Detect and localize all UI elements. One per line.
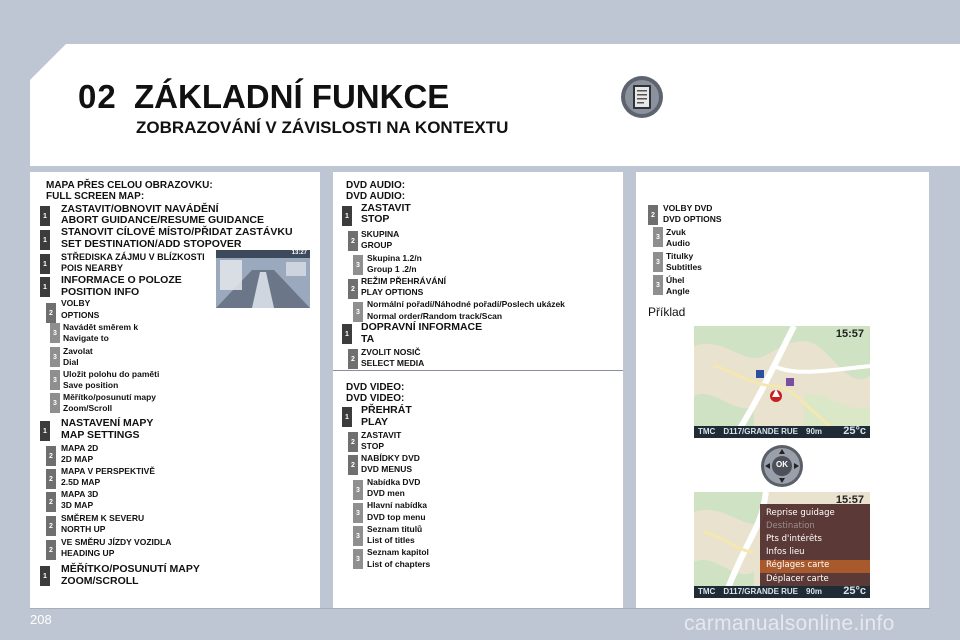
level-badge: 3 [50, 370, 60, 390]
screen2-temperature: 25°c [843, 585, 866, 597]
menu-item-cz: Skupina 1.2/n [367, 253, 422, 263]
menu-item-cz: Hlavní nabídka [367, 500, 427, 510]
menu-option[interactable]: Reprise guidage [766, 508, 835, 518]
screen1-time: 15:57 [835, 328, 864, 340]
audio-heading-en: DVD AUDIO: [346, 191, 406, 202]
chapter-subtitle: ZOBRAZOVÁNÍ V ZÁVISLOSTI NA KONTEXTU [136, 118, 509, 137]
level-badge: 2 [348, 349, 358, 369]
menu-item-en: List of chapters [367, 559, 431, 569]
level-badge: 3 [353, 503, 363, 523]
menu-item-cz: DOPRAVNÍ INFORMACE [361, 321, 483, 333]
menu-item-en: POSITION INFO [61, 286, 140, 298]
level-badge: 3 [353, 255, 363, 275]
menu-option-selected[interactable]: Réglages carte [760, 560, 870, 573]
menu-item-cz: PŘEHRÁT [361, 404, 412, 416]
menu-option[interactable]: Pts d'intérêts [766, 534, 822, 544]
menu-item-en: STOP [361, 213, 390, 225]
menu-item-en: 2D MAP [61, 454, 94, 464]
menu-item-cz: VE SMĚRU JÍZDY VOZIDLA [61, 537, 172, 547]
level-badge: 2 [648, 205, 658, 225]
menu-item-cz: NABÍDKY DVD [361, 453, 420, 463]
chapter-number: 02 [78, 78, 117, 115]
page-number: 208 [30, 612, 52, 627]
level-badge: 3 [353, 549, 363, 569]
level-badge: 2 [46, 469, 56, 489]
menu-item-en: DVD men [367, 488, 405, 498]
screen1-tmc: TMC [698, 427, 716, 436]
level-badge: 2 [348, 231, 358, 251]
menu-item-cz: SMĚREM K SEVERU [61, 513, 145, 523]
level-badge: 2 [46, 446, 56, 466]
screen2-street: D117/GRANDE RUE [723, 587, 799, 596]
menu-item-cz: NASTAVENÍ MAPY [61, 417, 154, 429]
level-badge: 2 [348, 455, 358, 475]
menu-item-en: ABORT GUIDANCE/RESUME GUIDANCE [61, 214, 265, 226]
level-badge: 1 [342, 206, 352, 226]
menu-item-en: NORTH UP [61, 524, 106, 534]
level-badge: 1 [342, 324, 352, 344]
menu-item-en: Save position [63, 380, 119, 390]
menu-item-cz: INFORMACE O POLOZE [61, 274, 182, 286]
menu-item-en: ZOOM/SCROLL [61, 575, 139, 587]
screen2-distance: 90m [806, 587, 823, 596]
menu-item-en: Navigate to [63, 333, 109, 343]
level-badge: 2 [46, 516, 56, 536]
screen1-street: D117/GRANDE RUE [723, 427, 799, 436]
level-badge: 2 [46, 492, 56, 512]
level-badge: 3 [353, 526, 363, 546]
level-badge: 3 [653, 275, 663, 295]
col1-heading-en: FULL SCREEN MAP: [46, 191, 145, 202]
level-badge: 3 [653, 252, 663, 272]
menu-item-cz: STŘEDISKA ZÁJMU V BLÍZKOSTI [61, 252, 205, 262]
menu-item-en: GROUP [361, 240, 393, 250]
level-badge: 3 [653, 227, 663, 247]
menu-item-en: Audio [666, 238, 691, 248]
menu-item-en: OPTIONS [61, 310, 100, 320]
level-badge: 3 [353, 480, 363, 500]
chapter-title: ZÁKLADNÍ FUNKCE [134, 78, 450, 115]
menu-item-cz: Uložit polohu do paměti [63, 369, 160, 379]
example-label: Příklad [648, 305, 686, 319]
menu-item-cz: ZASTAVIT/OBNOVIT NAVÁDĚNÍ [61, 203, 219, 215]
manual-book-icon [620, 75, 664, 119]
menu-item-cz: SKUPINA [361, 229, 400, 239]
level-badge: 2 [46, 303, 56, 323]
menu-item-en: Zoom/Scroll [63, 403, 113, 413]
menu-item-cz: MĚŘÍTKO/POSUNUTÍ MAPY [61, 563, 200, 575]
menu-item-en: Dial [63, 357, 79, 367]
menu-item-en: DVD top menu [367, 512, 426, 522]
menu-item-cz: REŽIM PŘEHRÁVÁNÍ [361, 276, 447, 286]
menu-item-cz: Titulky [666, 251, 694, 261]
menu-item-cz: ZASTAVIT [361, 430, 402, 440]
level-badge: 1 [40, 421, 50, 441]
level-badge: 1 [40, 230, 50, 250]
level-badge: 3 [50, 393, 60, 413]
screen2-time: 15:57 [835, 494, 864, 506]
menu-item-en: List of titles [367, 535, 415, 545]
menu-item-cz: MAPA 2D [61, 443, 99, 453]
menu-item-en: DVD OPTIONS [663, 214, 722, 224]
level-badge: 2 [348, 432, 358, 452]
level-badge: 2 [348, 279, 358, 299]
level-badge: 1 [342, 407, 352, 427]
menu-item-cz: STANOVIT CÍLOVÉ MÍSTO/PŘIDAT ZASTÁVKU [61, 226, 293, 238]
footer-line [30, 608, 930, 609]
menu-item-cz: VOLBY DVD [663, 203, 713, 213]
menu-item-cz: Zavolat [63, 346, 93, 356]
map-menu-screenshot [694, 492, 870, 598]
level-badge: 3 [50, 323, 60, 343]
menu-item-en: Angle [666, 286, 690, 296]
menu-item-en: SET DESTINATION/ADD STOPOVER [61, 238, 242, 250]
map-screenshot [694, 326, 870, 438]
level-badge: 1 [40, 277, 50, 297]
menu-item-en: HEADING UP [61, 548, 115, 558]
menu-item-cz: Zvuk [666, 227, 686, 237]
watermark: carmanualsonline.info [684, 612, 895, 635]
level-badge: 1 [40, 206, 50, 226]
menu-item-en: DVD MENUS [361, 464, 413, 474]
screen2-tmc: TMC [698, 587, 716, 596]
menu-item-cz: MAPA 3D [61, 489, 99, 499]
menu-item-en: SELECT MEDIA [361, 358, 425, 368]
menu-item-cz: VOLBY [61, 298, 91, 308]
col1-heading-cz: MAPA PŘES CELOU OBRAZOVKU: [46, 180, 213, 191]
menu-item-cz: Normální pořadí/Náhodné pořadí/Poslech ukázek [367, 299, 565, 309]
thumbnail-time: 13:27 [291, 250, 307, 256]
menu-item-en: STOP [361, 441, 384, 451]
video-heading-en: DVD VIDEO: [346, 393, 405, 404]
audio-heading-cz: DVD AUDIO: [346, 180, 406, 191]
menu-item-cz: Navádět směrem k [63, 322, 139, 332]
level-badge: 1 [40, 566, 50, 586]
menu-item-en: 3D MAP [61, 500, 94, 510]
controller-ok-label: OK [776, 460, 788, 469]
menu-item-cz: Úhel [666, 275, 685, 285]
level-badge: 3 [353, 302, 363, 322]
menu-item-en: TA [361, 333, 375, 345]
divider [333, 370, 623, 371]
menu-option[interactable]: Infos lieu [766, 547, 805, 557]
menu-item-en: PLAY [361, 416, 389, 428]
level-badge: 1 [40, 254, 50, 274]
menu-item-en: Subtitles [666, 262, 702, 272]
menu-item-en: MAP SETTINGS [61, 429, 140, 441]
menu-item-en: PLAY OPTIONS [361, 287, 424, 297]
video-heading-cz: DVD VIDEO: [346, 382, 405, 393]
menu-item-cz: ZASTAVIT [361, 202, 411, 214]
menu-item-cz: Měřítko/posunutí mapy [63, 392, 157, 402]
level-badge: 3 [50, 347, 60, 367]
menu-item-cz: MAPA V PERSPEKTIVĚ [61, 466, 155, 476]
rotary-controller-icon [760, 444, 804, 488]
menu-item-en: Normal order/Random track/Scan [367, 311, 503, 321]
menu-item-en: Group 1 .2/n [367, 264, 417, 274]
menu-item-cz: ZVOLIT NOSIČ [361, 347, 421, 357]
menu-item-cz: Seznam titulů [367, 524, 423, 534]
navigation-thumbnail [216, 250, 310, 308]
level-badge: 2 [46, 540, 56, 560]
menu-option[interactable]: Déplacer carte [766, 574, 829, 584]
screen1-distance: 90m [806, 427, 823, 436]
menu-item-en: 2.5D MAP [61, 477, 101, 487]
menu-item-en: POIS NEARBY [61, 263, 124, 273]
menu-option[interactable]: Destination [766, 521, 815, 531]
menu-item-cz: Seznam kapitol [367, 547, 429, 557]
screen1-temperature: 25°c [843, 425, 866, 437]
menu-item-cz: Nabídka DVD [367, 477, 421, 487]
